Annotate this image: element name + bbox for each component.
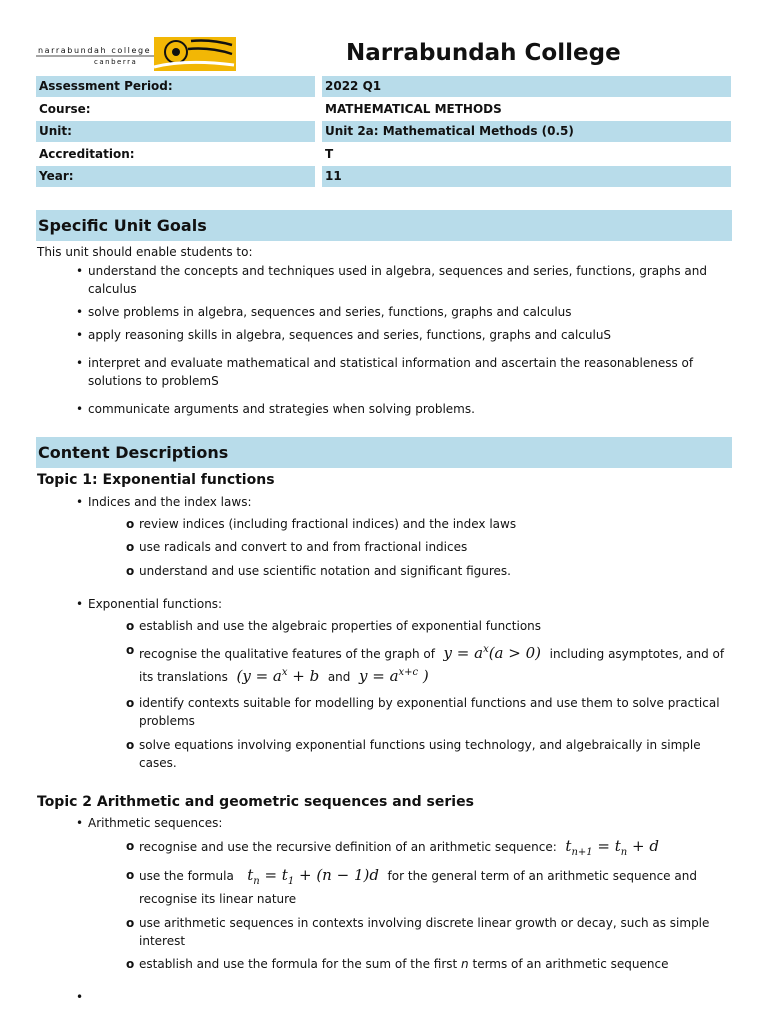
formula-exponential: $y = a^x(a > 0)$ bbox=[438, 644, 546, 662]
topic-2-arithmetic: • Arithmetic sequences: bbox=[76, 816, 223, 830]
sub-item: o solve equations involving exponential functions using technology, and algebraically in simple cases. bbox=[126, 738, 701, 770]
topic-2-title: Topic 2 Arithmetic and geometric sequences and series bbox=[37, 794, 474, 810]
goal-item: • solve problems in algebra, sequences and series, functions, graphs and calculus bbox=[76, 305, 572, 319]
topic-1-exponential: • Exponential functions: bbox=[76, 597, 223, 611]
circle-bullet-icon: o bbox=[126, 517, 135, 531]
goal-item: • interpret and evaluate mathematical and statistical information and ascertain the reasonableness of solutions to problemS bbox=[76, 356, 694, 388]
sub-item-continued: its translations ($y = a^x + b$ and $y = a^{x+c}$ ) bbox=[139, 667, 429, 685]
formula-translation-1: ($y = a^x + b$ bbox=[231, 667, 324, 685]
info-value: 11 bbox=[322, 166, 731, 187]
circle-bullet-icon: o bbox=[126, 540, 135, 554]
info-value: 2022 Q1 bbox=[322, 76, 731, 97]
sub-item: o identify contexts suitable for modelling by exponential functions and use them to solve practical problems bbox=[126, 696, 720, 728]
info-label: Course: bbox=[39, 101, 91, 116]
college-logo bbox=[36, 37, 236, 71]
assessment-info-table bbox=[36, 75, 731, 188]
svg-text:narrabundah college: narrabundah college bbox=[38, 46, 152, 55]
info-label: Year: bbox=[36, 166, 315, 187]
circle-bullet-icon: o bbox=[126, 868, 135, 882]
sub-item-continued: recognise its linear nature bbox=[139, 892, 297, 906]
bullet-icon: • bbox=[76, 816, 84, 830]
sub-item: o use radicals and convert to and from fractional indices bbox=[126, 540, 468, 554]
sub-item: o establish and use the algebraic properties of exponential functions bbox=[126, 619, 542, 633]
info-row bbox=[36, 165, 731, 188]
info-row bbox=[36, 75, 731, 98]
formula-general-term: $t_n = t_1 + (n - 1)d$ bbox=[237, 866, 384, 887]
bullet-icon: • bbox=[76, 264, 84, 278]
sub-item: o review indices (including fractional indices) and the index laws bbox=[126, 517, 517, 531]
bullet-icon: • bbox=[76, 305, 84, 319]
circle-bullet-icon: o bbox=[126, 957, 135, 971]
goal-item: • communicate arguments and strategies when solving problems. bbox=[76, 402, 475, 416]
sub-item: o understand and use scientific notation and significant figures. bbox=[126, 564, 511, 578]
circle-bullet-icon: o bbox=[126, 839, 135, 853]
goal-item: • understand the concepts and techniques used in algebra, sequences and series, functions, graphs and calculus bbox=[76, 264, 707, 296]
info-row bbox=[36, 98, 731, 121]
topic-1-title: Topic 1: Exponential functions bbox=[37, 472, 275, 488]
bullet-icon: • bbox=[76, 495, 84, 509]
circle-bullet-icon: o bbox=[126, 619, 135, 633]
circle-bullet-icon: o bbox=[126, 643, 135, 657]
info-row bbox=[36, 120, 731, 143]
info-label: Unit: bbox=[36, 121, 315, 142]
content-heading: Content Descriptions bbox=[36, 437, 732, 468]
sub-item: o recognise and use the recursive definition of an arithmetic sequence: $t_{n+1} = t_n + d$ bbox=[126, 837, 659, 858]
goals-heading: Specific Unit Goals bbox=[36, 210, 732, 241]
sub-item: o establish and use the formula for the sum of the first n terms of an arithmetic sequence bbox=[126, 957, 669, 971]
info-value: T bbox=[325, 146, 334, 161]
formula-recursive: $t_{n+1} = t_n + d$ bbox=[560, 837, 659, 858]
sub-item: o use the formula $t_n = t_1 + (n - 1)d$ for the general term of an arithmetic sequence and bbox=[126, 866, 697, 887]
circle-bullet-icon: o bbox=[126, 564, 135, 578]
topic-1-indices: • Indices and the index laws: bbox=[76, 495, 252, 509]
info-row bbox=[36, 143, 731, 166]
bullet-icon: • bbox=[76, 328, 84, 342]
formula-translation-2: $y = a^{x+c}$ ) bbox=[354, 667, 429, 685]
info-value: MATHEMATICAL METHODS bbox=[325, 101, 502, 116]
goals-intro: This unit should enable students to: bbox=[37, 245, 253, 259]
bullet-icon: • bbox=[76, 402, 84, 416]
goal-item: • apply reasoning skills in algebra, sequences and series, functions, graphs and calculuS bbox=[76, 328, 612, 342]
circle-bullet-icon: o bbox=[126, 916, 135, 930]
svg-text:canberra: canberra bbox=[94, 58, 138, 66]
circle-bullet-icon: o bbox=[126, 738, 135, 752]
sub-item: o recognise the qualitative features of the graph of $y = a^x(a > 0)$ including asymptotes, and of bbox=[126, 643, 725, 662]
sub-item: o use arithmetic sequences in contexts involving discrete linear growth or decay, such as simple interest bbox=[126, 916, 710, 948]
bullet-icon: • bbox=[76, 356, 84, 370]
info-label: Assessment Period: bbox=[36, 76, 315, 97]
info-label: Accreditation: bbox=[39, 146, 135, 161]
bullet-icon: • bbox=[76, 990, 84, 1004]
college-title: Narrabundah College bbox=[346, 40, 621, 66]
circle-bullet-icon: o bbox=[126, 696, 135, 710]
bullet-icon: • bbox=[76, 597, 84, 611]
info-value: Unit 2a: Mathematical Methods (0.5) bbox=[322, 121, 731, 142]
